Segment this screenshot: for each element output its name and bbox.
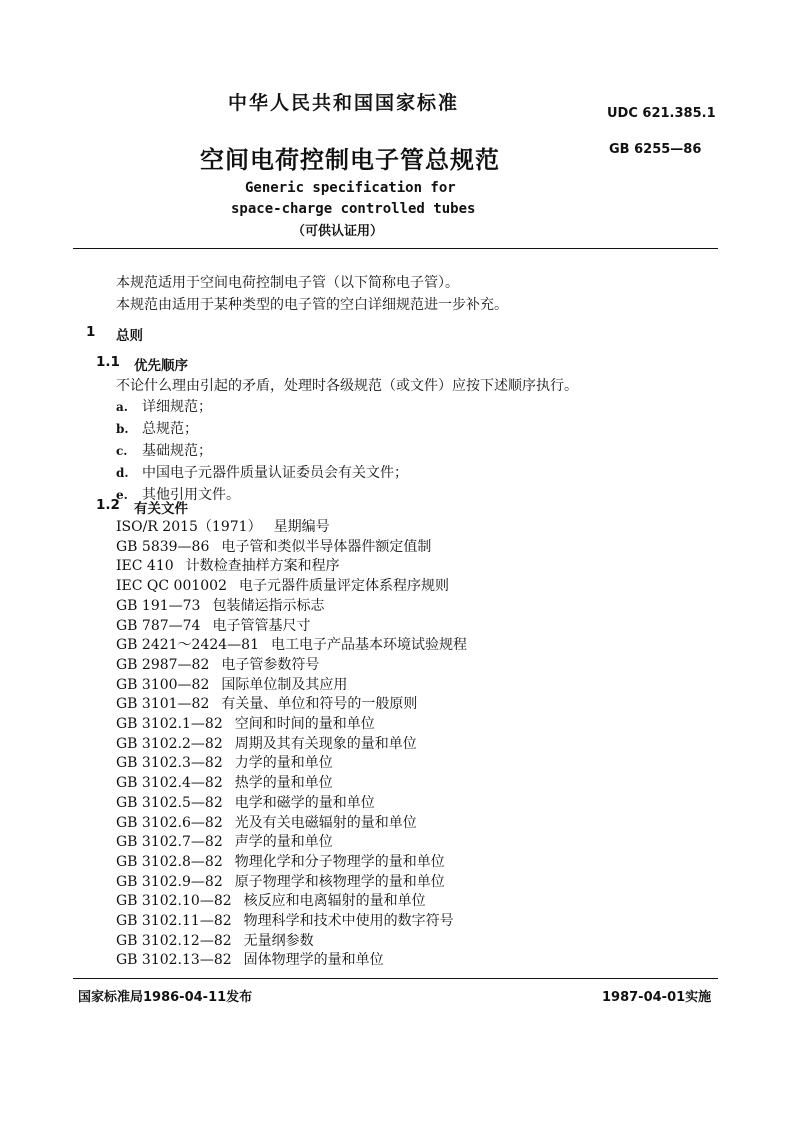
document-title: 物理科学和技术中使用的数字符号 <box>243 913 454 929</box>
referenced-document-item <box>116 615 310 635</box>
document-title-en-line1: Generic specification for <box>245 180 456 196</box>
document-title: 有关量、单位和符号的一般原则 <box>221 696 418 713</box>
document-title: 星期编号 <box>273 519 330 535</box>
footer-divider <box>73 978 718 979</box>
referenced-document-item <box>116 595 324 615</box>
list-item-letter: c. <box>116 444 128 458</box>
referenced-document-item <box>116 733 417 753</box>
referenced-document-item <box>116 792 375 812</box>
section-1-1-title: 优先顺序 <box>134 358 188 374</box>
document-title: 声学的量和单位 <box>234 834 333 851</box>
effective-date: 1987-04-01实施 <box>602 990 712 1005</box>
referenced-document-item <box>116 654 319 674</box>
national-standard-label: 中华人民共和国国家标准 <box>228 92 460 114</box>
document-title: 力学的量和单位 <box>234 755 333 772</box>
referenced-document-item <box>116 674 347 694</box>
priority-list-item <box>116 462 408 482</box>
referenced-document-item <box>116 949 384 969</box>
referenced-document-item <box>116 831 333 851</box>
document-code: GB 3102.6—82 <box>116 814 223 831</box>
document-code: GB 3102.12—82 <box>116 932 232 949</box>
list-item-letter: b. <box>116 422 129 436</box>
document-title: 光及有关电磁辐射的量和单位 <box>234 814 417 831</box>
section-1-1-number: 1.1 <box>96 354 120 370</box>
section-1-number: 1 <box>86 324 96 340</box>
list-item-letter: a. <box>116 400 128 414</box>
document-code: GB 2987—82 <box>116 656 210 673</box>
referenced-document-item <box>116 693 417 713</box>
issue-date: 国家标准局1986-04-11发布 <box>78 990 253 1005</box>
section-1-1-text: 不论什么理由引起的矛盾，处理时各级规范（或文件）应按下述顺序执行。 <box>116 378 578 394</box>
priority-list-item <box>116 418 198 438</box>
document-code: GB 3102.10—82 <box>116 893 232 910</box>
document-code: GB 191—73 <box>116 597 201 614</box>
document-title: 物理化学和分子物理学的量和单位 <box>234 853 445 870</box>
priority-list-item <box>116 396 212 416</box>
intro-line-2: 本规范由适用于某种类型的电子管的空白详细规范进一步补充。 <box>116 297 508 313</box>
document-code: GB 2421～2424—81 <box>116 637 259 654</box>
referenced-document-item <box>116 555 340 575</box>
header-divider <box>73 248 718 249</box>
udc-code: UDC 621.385.1 <box>607 106 716 121</box>
document-code: GB 3102.5—82 <box>116 794 223 811</box>
document-title: 计数检查抽样方案和程序 <box>185 558 340 575</box>
referenced-document-item <box>116 634 467 654</box>
document-title-cn: 空间电荷控制电子管总规范 <box>200 146 500 174</box>
document-title: 电学和磁学的量和单位 <box>234 794 375 811</box>
list-item-letter: e. <box>116 488 128 502</box>
referenced-document-item <box>116 713 375 733</box>
list-item-text: 中国电子元器件质量认证委员会有关文件； <box>142 465 408 481</box>
document-title: 电子管和类似半导体器件额定值制 <box>221 538 432 555</box>
document-title: 电子管参数符号 <box>221 656 320 673</box>
document-title: 电子管管基尺寸 <box>212 617 311 634</box>
document-code: GB 5839—86 <box>116 538 210 555</box>
document-code: GB 787—74 <box>116 617 201 634</box>
document-title: 电工电子产品基本环境试验规程 <box>271 637 467 654</box>
document-code: ISO/R 2015（1971） <box>116 519 262 535</box>
document-title: 电子元器件质量评定体系程序规则 <box>239 578 449 595</box>
referenced-document-item <box>116 930 314 950</box>
referenced-document-item <box>116 851 445 871</box>
document-code: GB 3101—82 <box>116 696 210 713</box>
list-item-letter: d. <box>116 466 129 480</box>
document-title: 固体物理学的量和单位 <box>243 952 384 969</box>
document-title: 核反应和电离辐射的量和单位 <box>243 893 426 910</box>
document-code: GB 3102.3—82 <box>116 755 223 772</box>
document-title: 空间和时间的量和单位 <box>234 716 375 732</box>
document-title: 周期及其有关现象的量和单位 <box>234 735 417 752</box>
document-title: 无量纲参数 <box>243 932 314 949</box>
referenced-document-item <box>116 516 330 536</box>
document-code: GB 3102.9—82 <box>116 873 223 890</box>
document-title: 国际单位制及其应用 <box>221 676 348 693</box>
document-code: GB 3102.1—82 <box>116 716 223 732</box>
referenced-document-item <box>116 752 333 772</box>
document-title-en-line2: space-charge controlled tubes <box>231 201 476 217</box>
section-1-2-number: 1.2 <box>96 497 120 513</box>
list-item-text: 总规范； <box>142 421 198 437</box>
priority-list-item <box>116 440 212 460</box>
referenced-document-item <box>116 910 454 930</box>
document-code: GB 3102.4—82 <box>116 775 223 792</box>
document-title: 热学的量和单位 <box>234 775 333 792</box>
document-code: IEC QC 001002 <box>116 578 227 595</box>
document-code: IEC 410 <box>116 558 174 575</box>
document-code: GB 3102.11—82 <box>116 913 232 929</box>
list-item-text: 详细规范； <box>142 399 212 415</box>
referenced-document-item <box>116 536 431 556</box>
referenced-document-item <box>116 812 417 832</box>
document-code: GB 3102.7—82 <box>116 834 223 851</box>
document-code: GB 3102.2—82 <box>116 735 223 752</box>
document-code: GB 3100—82 <box>116 676 210 693</box>
list-item-text: 基础规范； <box>142 443 212 459</box>
section-1-title: 总则 <box>116 328 143 344</box>
document-title: 包装储运指示标志 <box>212 597 325 614</box>
document-title: 原子物理学和核物理学的量和单位 <box>234 873 445 890</box>
list-item-text: 其他引用文件。 <box>142 487 240 503</box>
intro-line-1: 本规范适用于空间电荷控制电子管（以下简称电子管）。 <box>116 275 459 291</box>
section-1-2-title: 有关文件 <box>134 501 188 517</box>
referenced-document-item <box>116 890 426 910</box>
referenced-document-item <box>116 772 333 792</box>
standard-number: GB 6255—86 <box>609 142 702 157</box>
document-subtitle: （可供认证用） <box>292 224 384 239</box>
document-code: GB 3102.13—82 <box>116 952 232 969</box>
referenced-document-item <box>116 871 445 891</box>
referenced-document-item <box>116 575 449 595</box>
document-code: GB 3102.8—82 <box>116 853 223 870</box>
